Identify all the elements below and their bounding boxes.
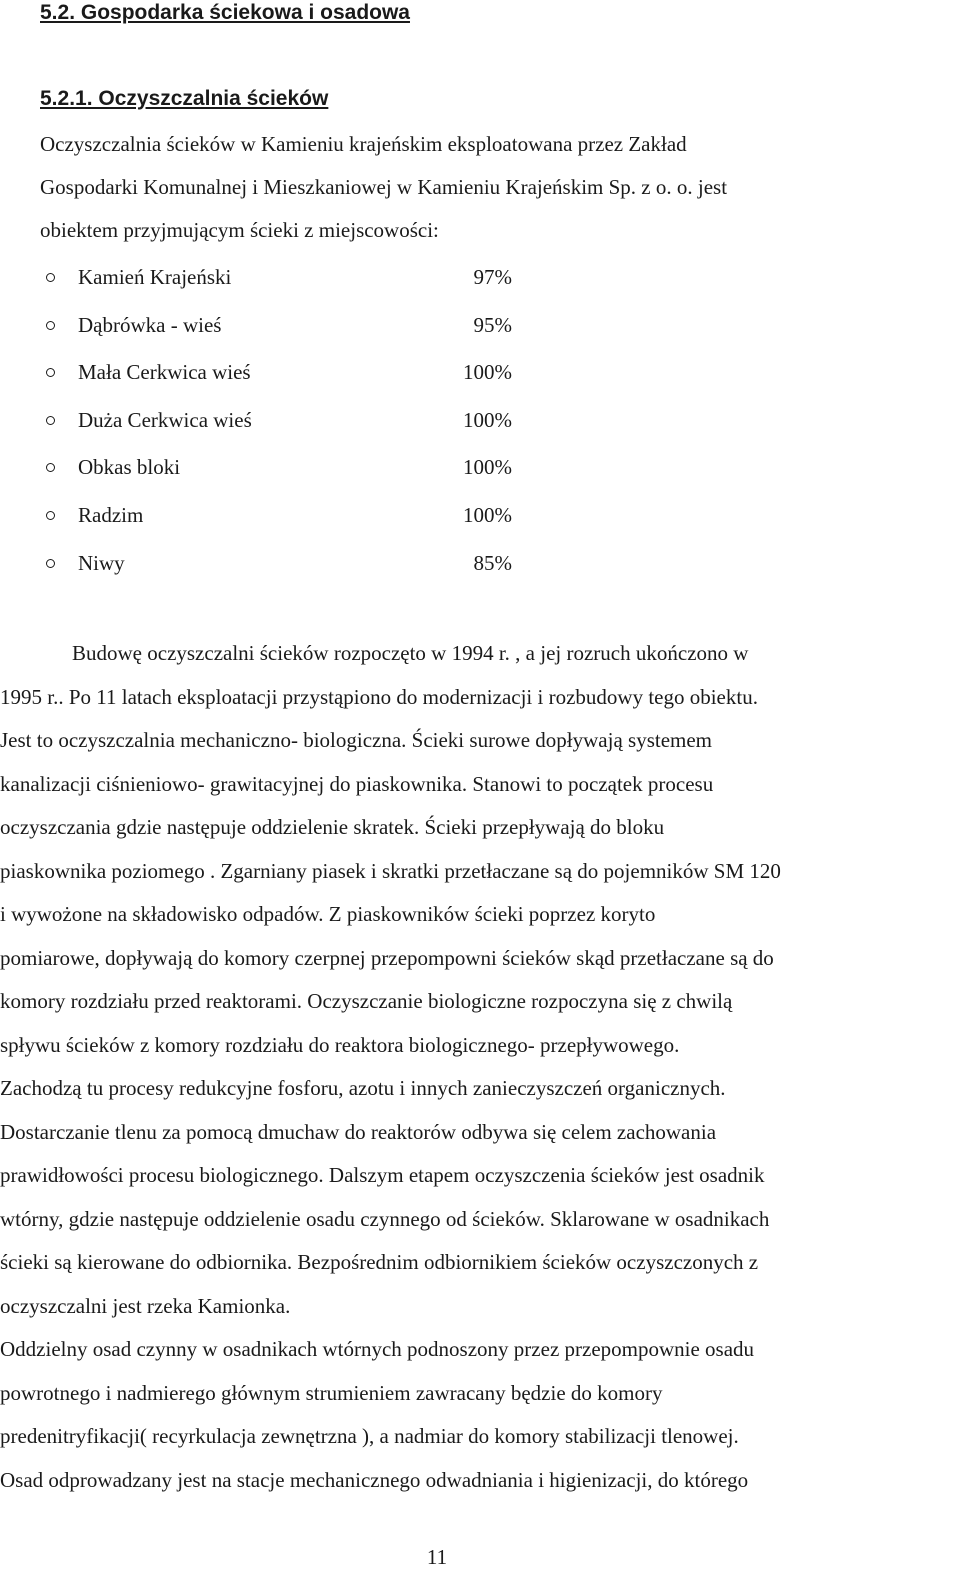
locality-percentage: 100%	[463, 455, 512, 480]
locality-name: Duża Cerkwica wieś	[78, 407, 252, 432]
page-number: 11	[426, 1545, 448, 1569]
list-item	[40, 492, 520, 540]
locality-percentage: 100%	[463, 502, 512, 527]
body-line: oczyszczalni jest rzeka Kamionka.	[0, 1293, 291, 1318]
body-line: 1995 r.. Po 11 latach eksploatacji przystąpiono do modernizacji i rozbudowy tego obiektu.	[0, 684, 758, 709]
body-line: Budowę oczyszczalni ścieków rozpoczęto w 1994 r. , a jej rozruch ukończono w	[72, 641, 749, 665]
body-line: wtórny, gdzie następuje oddzielenie osadu czynnego od ścieków. Sklarowane w osadnikach	[0, 1206, 770, 1231]
body-text	[0, 632, 948, 1502]
circle-bullet-icon	[46, 463, 55, 472]
locality-percentage: 100%	[463, 407, 512, 432]
body-line: Osad odprowadzany jest na stacje mechanicznego odwadniania i higienizacji, do którego	[0, 1467, 749, 1492]
locality-name: Obkas bloki	[78, 455, 181, 480]
locality-percentage: 95%	[473, 312, 512, 337]
body-line: Dostarczanie tlenu za pomocą dmuchaw do reaktorów odbywa się celem zachowania	[0, 1119, 717, 1144]
circle-bullet-icon	[46, 273, 55, 282]
list-item	[40, 349, 520, 397]
list-item	[40, 254, 520, 302]
body-line: oczyszczania gdzie następuje oddzielenie skratek. Ścieki przepływają do bloku	[0, 815, 665, 839]
intro-line: Gospodarki Komunalnej i Mieszkaniowej w Kamieniu Krajeńskim Sp. z o. o. jest	[40, 175, 728, 199]
locality-percentage: 85%	[473, 550, 512, 575]
circle-bullet-icon	[46, 511, 55, 520]
list-item	[40, 540, 520, 588]
circle-bullet-icon	[46, 559, 55, 568]
locality-name: Kamień Krajeński	[78, 265, 232, 289]
list-item	[40, 444, 520, 492]
body-line: spływu ścieków z komory rozdziału do reaktora biologicznego- przepływowego.	[0, 1032, 680, 1057]
section-title: 5.2. Gospodarka ściekowa i osadowa	[40, 1, 410, 24]
body-line: pomiarowe, dopływają do komory czerpnej przepompowni ścieków skąd przetłaczane są do	[0, 945, 774, 970]
intro-paragraph	[40, 123, 920, 252]
locality-name: Niwy	[78, 550, 125, 575]
list-item	[40, 302, 520, 350]
locality-name: Radzim	[78, 502, 144, 527]
circle-bullet-icon	[46, 321, 55, 330]
intro-line: Oczyszczalnia ścieków w Kamieniu krajeńskim eksploatowana przez Zakład	[40, 132, 687, 156]
body-line: Jest to oczyszczalnia mechaniczno- biologiczna. Ścieki surowe dopływają systemem	[0, 728, 713, 752]
locality-percentage: 100%	[463, 360, 512, 385]
body-line: piaskownika poziomego . Zgarniany piasek i skratki przetłaczane są do pojemników SM 120	[0, 858, 781, 883]
locality-name: Mała Cerkwica wieś	[78, 360, 251, 385]
body-line: Oddzielny osad czynny w osadnikach wtórnych podnoszony przez przepompownie osadu	[0, 1337, 755, 1361]
body-line: i wywożone na składowisko odpadów. Z piaskowników ścieki poprzez koryto	[0, 902, 656, 926]
body-line: powrotnego i nadmierego głównym strumieniem zawracany będzie do komory	[0, 1380, 663, 1405]
list-item	[40, 397, 520, 445]
locality-list	[40, 254, 520, 587]
circle-bullet-icon	[46, 368, 55, 377]
subsection-title: 5.2.1. Oczyszczalnia ścieków	[40, 87, 329, 110]
body-line: prawidłowości procesu biologicznego. Dalszym etapem oczyszczenia ścieków jest osadnik	[0, 1163, 765, 1187]
body-line: komory rozdziału przed reaktorami. Oczyszczanie biologiczne rozpoczyna się z chwilą	[0, 989, 733, 1013]
locality-percentage: 97%	[473, 265, 512, 289]
circle-bullet-icon	[46, 416, 55, 425]
locality-name: Dąbrówka - wieś	[78, 312, 222, 337]
body-line: ścieki są kierowane do odbiornika. Bezpośrednim odbiornikiem ścieków oczyszczonych z	[0, 1250, 759, 1274]
intro-line: obiektem przyjmującym ścieki z miejscowości:	[40, 218, 439, 242]
body-line: Zachodzą tu procesy redukcyjne fosforu, azotu i innych zanieczyszczeń organicznych.	[0, 1076, 726, 1100]
body-line: predenitryfikacji( recyrkulacja zewnętrzna ), a nadmiar do komory stabilizacji tlenowej.	[0, 1424, 739, 1448]
body-line: kanalizacji ciśnieniowo- grawitacyjnej do piaskownika. Stanowi to początek procesu	[0, 771, 714, 796]
